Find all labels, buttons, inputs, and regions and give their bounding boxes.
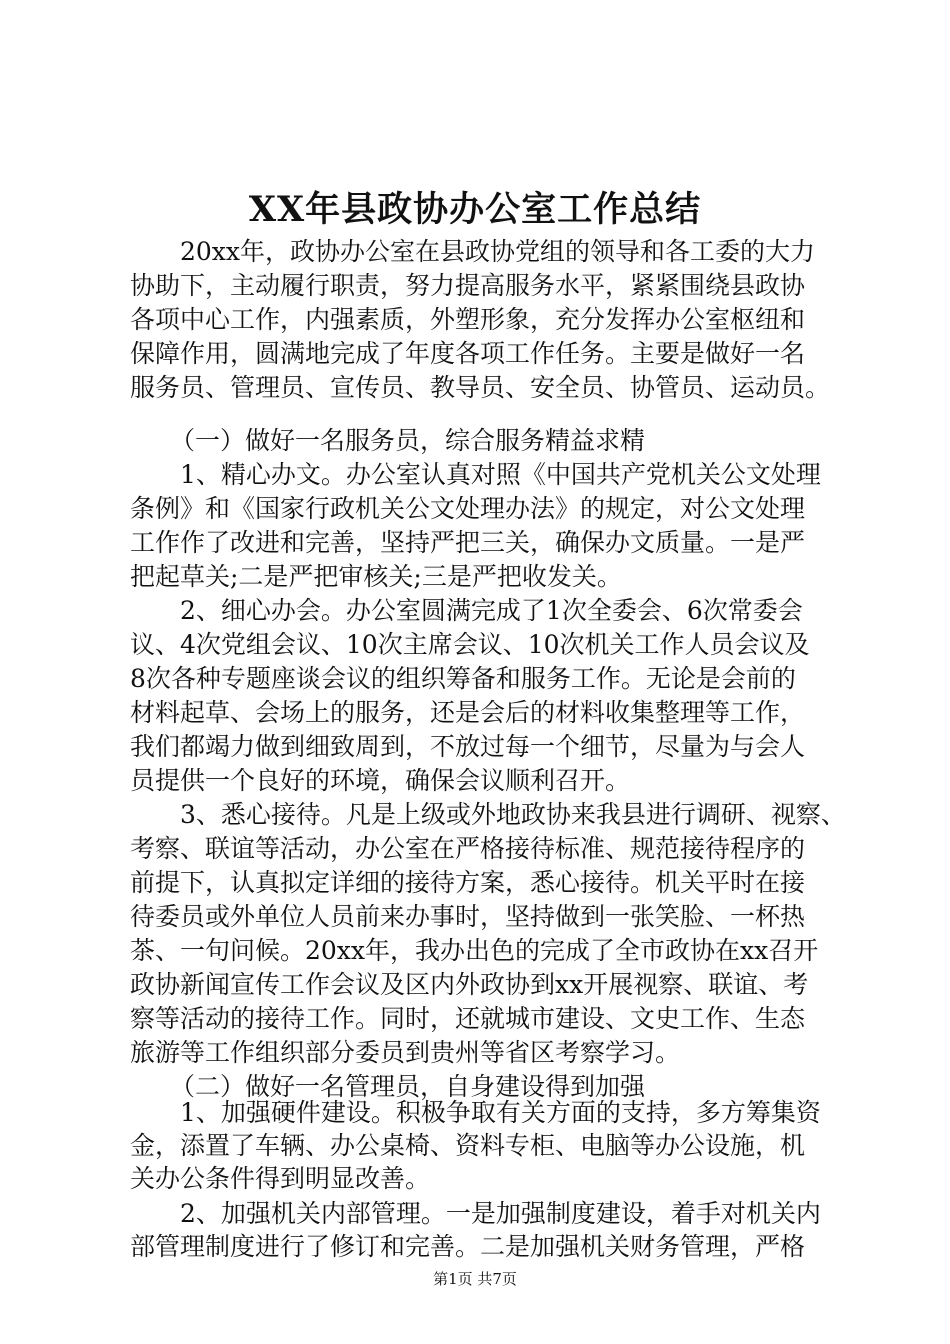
paragraph-line: 察等活动的接待工作。同时，还就城市建设、文史工作、生态 <box>130 1004 806 1033</box>
paragraph-line: 员提供一个良好的环境，确保会议顺利召开。 <box>130 766 631 795</box>
paragraph-line: 前提下，认真拟定详细的接待方案，悉心接待。机关平时在接 <box>130 868 806 897</box>
paragraph-line: 金，添置了车辆、办公桌椅、资料专柜、电脑等办公设施，机 <box>130 1131 806 1160</box>
section-heading: （一）做好一名服务员，综合服务精益求精 <box>170 426 646 455</box>
paragraph-line: 协助下，主动履行职责，努力提高服务水平，紧紧围绕县政协 <box>130 271 806 300</box>
paragraph-line: 各项中心工作，内强素质，外塑形象，充分发挥办公室枢纽和 <box>130 305 806 334</box>
paragraph-line: 保障作用，圆满地完成了年度各项工作任务。主要是做好一名 <box>130 339 806 368</box>
paragraph-line: 工作作了改进和完善，坚持严把三关，确保办文质量。一是严 <box>130 528 806 557</box>
paragraph-line: 2、加强机关内部管理。一是加强制度建设，着手对机关内 <box>180 1199 821 1228</box>
paragraph-line: 1、精心办文。办公室认真对照《中国共产党机关公文处理 <box>180 460 821 489</box>
paragraph-line: 把起草关;二是严把审核关;三是严把收发关。 <box>130 562 622 591</box>
paragraph-line: 20xx年，政协办公室在县政协党组的领导和各工委的大力 <box>180 237 816 266</box>
page-footer: 第1页 共7页 <box>433 1270 517 1288</box>
paragraph-line: 考察、联谊等活动，办公室在严格接待标准、规范接待程序的 <box>130 834 806 863</box>
paragraph-line: 2、细心办会。办公室圆满完成了1次全委会、6次常委会 <box>180 596 803 625</box>
paragraph-line: 我们都竭力做到细致周到，不放过每一个细节，尽量为与会人 <box>130 732 806 761</box>
paragraph-line: 部管理制度进行了修订和完善。二是加强机关财务管理，严格 <box>130 1232 806 1261</box>
document-title: XX年县政协办公室工作总结 <box>248 189 702 230</box>
paragraph-line: 服务员、管理员、宣传员、教导员、安全员、协管员、运动员。 <box>130 373 831 402</box>
paragraph-line: 待委员或外单位人员前来办事时，坚持做到一张笑脸、一杯热 <box>130 902 806 931</box>
paragraph-line: 条例》和《国家行政机关公文处理办法》的规定，对公文处理 <box>130 494 806 523</box>
paragraph-line: 茶、一句问候。20xx年，我办出色的完成了全市政协在xx召开 <box>130 936 819 965</box>
paragraph-line: 8次各种专题座谈会议的组织筹备和服务工作。无论是会前的 <box>130 664 796 693</box>
paragraph-line: 材料起草、会场上的服务，还是会后的材料收集整理等工作， <box>130 698 806 727</box>
paragraph-line: 旅游等工作组织部分委员到贵州等省区考察学习。 <box>130 1038 681 1067</box>
paragraph-line: 政协新闻宣传工作会议及区内外政协到xx开展视察、联谊、考 <box>130 970 809 999</box>
section-heading: （二）做好一名管理员，自身建设得到加强 <box>170 1072 646 1101</box>
paragraph-line: 1、加强硬件建设。积极争取有关方面的支持，多方筹集资 <box>180 1098 821 1127</box>
paragraph-line: 议、4次党组会议、10次主席会议、10次机关工作人员会议及 <box>130 630 810 659</box>
paragraph-line: 3、悉心接待。凡是上级或外地政协来我县进行调研、视察、 <box>180 800 846 829</box>
paragraph-line: 关办公条件得到明显改善。 <box>130 1164 431 1193</box>
